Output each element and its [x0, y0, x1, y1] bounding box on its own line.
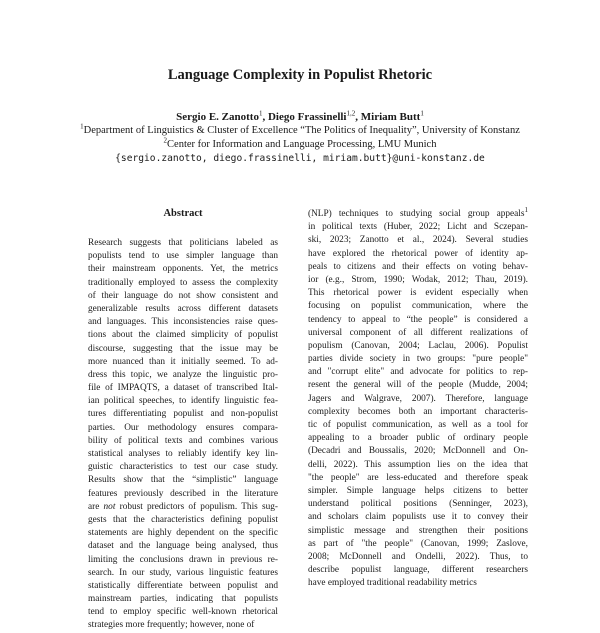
introduction-text: [308, 205, 528, 590]
text-line: simpler. Simple language helps citizens to better: [308, 485, 528, 496]
text-line: understand political positions (Senninger, 2023),: [308, 499, 528, 510]
text-line: features previously described in the literature: [88, 488, 278, 499]
text-line: parties. Our methodology ensures compara-: [88, 422, 278, 433]
text-line: have employed traditional readability metrics: [308, 578, 477, 589]
abstract-heading: Abstract: [163, 208, 203, 219]
text-line: their mainstream opponents. Yet, the metrics: [88, 264, 278, 275]
text-line: tend to employ specific well-known rhetorical: [88, 607, 278, 618]
text-line: simplistic message and strengthen their positions: [308, 525, 528, 536]
text-line: gests that the characteristics defining populist: [88, 514, 278, 525]
author-affiliation-marker: 1: [258, 109, 263, 118]
text-line: search. In our study, various linguistic features: [88, 567, 278, 578]
text-line: (NLP) techniques to studying social group appeals$^1$: [308, 205, 528, 219]
text-line: strategies more frequently; however, none of: [88, 620, 255, 631]
text-line: of their language do not show consistent and: [88, 290, 278, 301]
text-line: populists tend to use simpler language than: [88, 251, 278, 262]
author-name: Sergio E. Zanotto: [176, 111, 259, 123]
text-line: Jagers and Walgrave, 2007). Therefore, language: [308, 393, 528, 404]
author-name: Diego Frassinelli: [267, 111, 347, 123]
text-line: ski, 2023; Zanotto et al., 2024). Several studies: [308, 235, 528, 246]
text-line: and scholars claim populists use it to convey their: [308, 512, 528, 523]
author-list: [0, 110, 600, 124]
text-line: Research suggests that politicians labeled as: [88, 238, 278, 248]
text-line: generalizable results across different datasets: [88, 303, 278, 314]
text-line: file of IMPAQTS, a dataset of transcribed Ital-: [88, 383, 278, 394]
text-line: tic of populist communication, as well as a tool for: [308, 420, 528, 430]
text-line: tions about the claimed simplicity of populist: [88, 330, 278, 341]
author-emails: {sergio.zanotto, diego.frassinelli, miriam.butt}@uni-konstanz.de: [115, 153, 485, 164]
emphasis: not: [103, 501, 116, 512]
text-line: have explored the rhetorical power of identity ap-: [308, 248, 528, 259]
text-line: mainstream parties, indicating that populists: [88, 594, 278, 605]
author-name: Miriam Butt: [360, 111, 421, 123]
text-line: describe populist language, different researchers: [308, 565, 528, 576]
text-line: dress this topic, we analyze the linguistic pro-: [88, 369, 278, 380]
affiliation-2: [0, 138, 600, 151]
text-line: appealing to a broader public of ordinary people: [308, 433, 528, 444]
text-line: guistic characteristics to test our case study.: [88, 462, 278, 473]
text-line: tures differentiating populist and non-populist: [88, 409, 278, 420]
text-line: as part of "the people" (Canovan, 1999; Zaslove,: [308, 538, 528, 549]
text-line: parties divide society in two groups: "pure people": [308, 354, 528, 365]
text-line: bility of political texts and combines various: [88, 435, 278, 446]
text-line: tendency to appeal to “the people” is considered a: [308, 314, 528, 325]
affiliation-marker: 1: [80, 122, 84, 131]
text-line: more nuanced than it initially seemed. To ad-: [88, 356, 278, 367]
text-line: limiting the conclusions drawn in previous re-: [88, 554, 278, 565]
affiliation-marker: 2: [163, 136, 168, 145]
text-line: traditionally employed to assess the complexity: [88, 277, 278, 288]
text-line: ior (e.g., Strom, 1990; Wodak, 2012; Thau, 2019).: [308, 274, 528, 285]
abstract-text: [88, 237, 278, 633]
text-line: delli, 2022). This assumption lies on the idea that: [308, 459, 528, 470]
paper-title: Language Complexity in Populist Rhetoric: [167, 67, 433, 83]
text-line: statistically differentiate between populist and: [88, 580, 278, 591]
affiliation-text: Center for Information and Language Processing, LMU Munich: [167, 139, 437, 150]
text-line: resent the general will of the people (Mudde, 2004;: [308, 380, 528, 391]
text-line: discourse, suggesting that the issue may be: [88, 343, 278, 354]
text-line: 2008; McDonnell and Ondelli, 2022). Thus, to: [308, 551, 528, 562]
text-line: and "corrupt elite" and advocate for politics to rep-: [308, 367, 528, 378]
text-line: in political texts (Huber, 2022; Licht and Sczepan-: [308, 222, 528, 233]
text-line: complexity becomes both an important characteris-: [308, 406, 528, 417]
text-line: dataset and the language being analysed, thus: [88, 541, 278, 552]
text-line: ian political speeches, to identify linguistic fea-: [88, 396, 278, 407]
author-separator: ,: [355, 111, 361, 123]
author-affiliation-marker: 1,2: [346, 109, 356, 118]
text-line: statistical analyses to reliably identify key lin-: [88, 449, 278, 459]
text-line: statements are highly dependent on the specific: [88, 528, 278, 539]
affiliation-text: Department of Linguistics & Cluster of Excellence “The Politics of Inequality”, University of Konstanz: [83, 125, 520, 136]
text-line: and languages. This inconsistencies raise ques-: [88, 317, 278, 328]
text-line: are not robust predictors of populism. This sug-: [88, 501, 278, 512]
footnote-marker: 1: [524, 205, 528, 214]
text-line: Results show that the “simplistic” language: [88, 475, 278, 486]
text-line: "the people" are less-educated and therefore speak: [308, 472, 528, 483]
author-affiliation-marker: 1: [420, 109, 424, 118]
text-line: This rhetorical power is evident especially when: [308, 288, 528, 299]
author-separator: ,: [262, 111, 268, 123]
text-line: universal component of all different realizations of: [308, 327, 528, 338]
text-line: populism (Canovan, 2004; Laclau, 2006). Populist: [308, 340, 528, 351]
text-line: (Decadri and Boussalis, 2020; McDonnell and On-: [308, 446, 528, 457]
text-line: peals to citizens and their effects on voting behav-: [308, 261, 528, 272]
text-line: focusing on populist communication, where the: [308, 301, 528, 312]
affiliation-1: [0, 124, 600, 137]
